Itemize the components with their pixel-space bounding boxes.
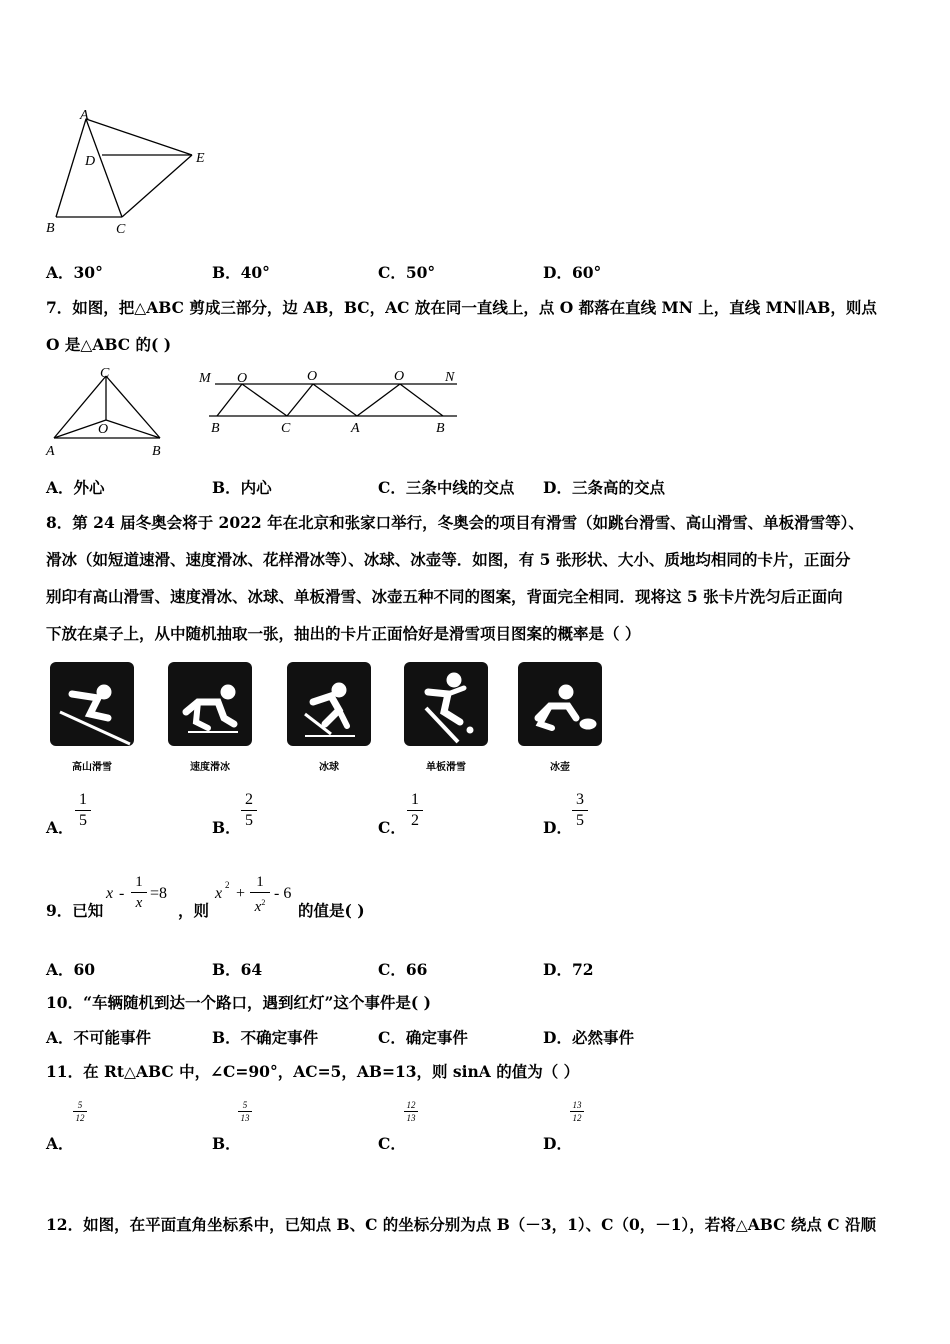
- card-snowboard-icon: [404, 662, 488, 746]
- card-speed-skating-icon: [168, 662, 252, 746]
- fig6-label-a: A: [80, 108, 89, 123]
- q10-option-a[interactable]: A．不可能事件: [46, 1028, 152, 1047]
- fig7-label-b: B: [152, 444, 161, 459]
- fig7r-label-o3: O: [394, 369, 405, 384]
- fig6-label-e: E: [196, 151, 205, 166]
- q8-option-c-fraction[interactable]: [407, 791, 423, 830]
- frac-num: 13: [572, 1100, 582, 1110]
- q8-option-b-label[interactable]: B．: [212, 818, 241, 837]
- q7-text-line1: 7．如图，把△ABC 剪成三部分，边 AB，BC，AC 放在同一直线上，点 O 都落在直线 MN 上，直线 MN∥AB，则点: [46, 298, 877, 317]
- q9-option-d[interactable]: D．72: [543, 960, 594, 979]
- fig7-label-a: A: [46, 444, 55, 459]
- q6-option-b[interactable]: B．40°: [212, 263, 270, 282]
- card-caption-1: 高山滑雪: [72, 762, 112, 773]
- q7-figure-left: [40, 362, 175, 462]
- fig7r-label-b2: B: [436, 421, 445, 436]
- q9-option-a[interactable]: A．60: [46, 960, 96, 979]
- frac-num: 12: [406, 1100, 416, 1110]
- frac-num: 1: [256, 874, 264, 890]
- frac-den: 12: [572, 1113, 582, 1123]
- q12-text: 12．如图，在平面直角坐标系中，已知点 B、C 的坐标分别为点 B（－3，1）、C（0，－1），若将△ABC 绕点 C 沿顺: [46, 1215, 876, 1234]
- q8-option-a-fraction[interactable]: [75, 791, 91, 830]
- frac-num: 2: [245, 791, 253, 808]
- q7-text-line2: O 是△ABC 的( ): [46, 335, 172, 354]
- frac-num: 3: [576, 791, 584, 808]
- q8-text-line4: 下放在桌子上，从中随机抽取一张，抽出的卡片正面恰好是滑雪项目图案的概率是（ ）: [46, 624, 641, 643]
- q10-text: 10．“车辆随机到达一个路口，遇到红灯”这个事件是( ): [46, 993, 431, 1012]
- frac-num: 1: [135, 874, 143, 890]
- q9-expr1-eq: =8: [150, 885, 168, 902]
- frac-den: 5: [79, 812, 87, 829]
- q9-expr2-sq: 2: [225, 880, 230, 890]
- fig7r-label-o2: O: [307, 369, 318, 384]
- q8-text-line3: 别印有高山滑雪、速度滑冰、冰球、单板滑雪、冰壶五种不同的图案，背面完全相同．现将这 5 张卡片洗匀后正面向: [46, 587, 843, 606]
- card-alpine-skiing-icon: [50, 662, 134, 746]
- frac-den: 13: [240, 1113, 250, 1123]
- fig7-label-o: O: [98, 422, 109, 437]
- card-caption-5: 冰壶: [550, 762, 570, 773]
- frac-num: 1: [79, 791, 87, 808]
- q9-expr2-x: x: [215, 885, 223, 902]
- q11-option-b-fraction: [238, 1100, 252, 1123]
- q9-option-b[interactable]: B．64: [212, 960, 263, 979]
- q8-option-b-fraction[interactable]: [241, 791, 257, 830]
- frac-den: 5: [576, 812, 584, 829]
- q8-text-line2: 滑冰（如短道速滑、速度滑冰、花样滑冰等）、冰球、冰壶等．如图，有 5 张形状、大小、质地均相同的卡片，正面分: [46, 550, 851, 569]
- fig7r-label-b1: B: [211, 421, 220, 436]
- q9-expr1-minus: -: [119, 885, 125, 902]
- q11-option-c-label[interactable]: C．: [378, 1134, 406, 1153]
- q6-option-a[interactable]: A．30°: [46, 263, 103, 282]
- card-ice-hockey-icon: [287, 662, 371, 746]
- q11-text: 11．在 Rt△ABC 中，∠C=90°，AC=5，AB=13，则 sinA 的值为（ ）: [46, 1062, 580, 1081]
- fig6-label-b: B: [46, 221, 55, 236]
- q8-text-line1: 8．第 24 届冬奥会将于 2022 年在北京和张家口举行，冬奥会的项目有滑雪（如跳台滑雪、高山滑雪、单板滑雪等）、: [46, 513, 864, 532]
- q11-option-a-label[interactable]: A．: [46, 1134, 74, 1153]
- q9-expr1-x: x: [106, 885, 114, 902]
- fig6-label-c: C: [116, 222, 126, 237]
- q6-option-d[interactable]: D．60°: [543, 263, 602, 282]
- q7-figure-right: [195, 362, 465, 442]
- q7-option-d[interactable]: D．三条高的交点: [543, 478, 665, 497]
- q8-option-a-label[interactable]: A．: [46, 818, 74, 837]
- card-caption-4: 单板滑雪: [426, 762, 466, 773]
- card-curling-icon: [518, 662, 602, 746]
- fig7r-label-a: A: [351, 421, 360, 436]
- fig6-label-d: D: [85, 154, 96, 169]
- frac-den: x: [254, 899, 262, 915]
- frac-den: 2: [411, 812, 419, 829]
- q6-figure: [40, 105, 220, 240]
- frac-num: 5: [77, 1100, 83, 1110]
- q11-option-d-label[interactable]: D．: [543, 1134, 572, 1153]
- q9-mid: ，则: [178, 901, 210, 920]
- q9-expr1-fraction: [131, 873, 147, 912]
- q11-option-a-fraction: [73, 1100, 87, 1123]
- q9-option-c[interactable]: C．66: [378, 960, 428, 979]
- frac-den: x: [135, 895, 143, 911]
- frac-den-sq: 2: [261, 898, 266, 907]
- fig7-label-c: C: [100, 366, 110, 381]
- fig7r-label-n: N: [445, 370, 455, 385]
- frac-den: 13: [406, 1113, 416, 1123]
- q8-option-d-label[interactable]: D．: [543, 818, 572, 837]
- q8-option-d-fraction[interactable]: [572, 791, 588, 830]
- q9-prefix: 9．已知: [46, 901, 104, 920]
- card-caption-2: 速度滑冰: [190, 762, 230, 773]
- q9-expr2-minus6: - 6: [274, 885, 292, 902]
- q8-option-c-label[interactable]: C．: [378, 818, 406, 837]
- q10-option-b[interactable]: B．不确定事件: [212, 1028, 319, 1047]
- q6-option-c[interactable]: C．50°: [378, 263, 436, 282]
- q9-expr2-plus: +: [236, 885, 246, 902]
- frac-num: 1: [411, 791, 419, 808]
- fig7r-label-c: C: [281, 421, 291, 436]
- frac-den: 12: [75, 1113, 85, 1123]
- q10-option-c[interactable]: C．确定事件: [378, 1028, 468, 1047]
- q7-option-c[interactable]: C．三条中线的交点: [378, 478, 515, 497]
- frac-num: 5: [242, 1100, 248, 1110]
- q10-option-d[interactable]: D．必然事件: [543, 1028, 634, 1047]
- q11-option-b-label[interactable]: B．: [212, 1134, 241, 1153]
- q7-option-a[interactable]: A．外心: [46, 478, 105, 497]
- q9-suffix: 的值是( ): [298, 901, 365, 920]
- q7-option-b[interactable]: B．内心: [212, 478, 272, 497]
- q11-option-d-fraction: [570, 1100, 584, 1123]
- q11-option-c-fraction: [404, 1100, 418, 1123]
- q9-expr2-fraction: [250, 873, 270, 916]
- card-caption-3: 冰球: [319, 762, 339, 773]
- frac-den: 5: [245, 812, 253, 829]
- fig7r-label-m: M: [199, 371, 211, 386]
- fig7r-label-o1: O: [237, 371, 248, 386]
